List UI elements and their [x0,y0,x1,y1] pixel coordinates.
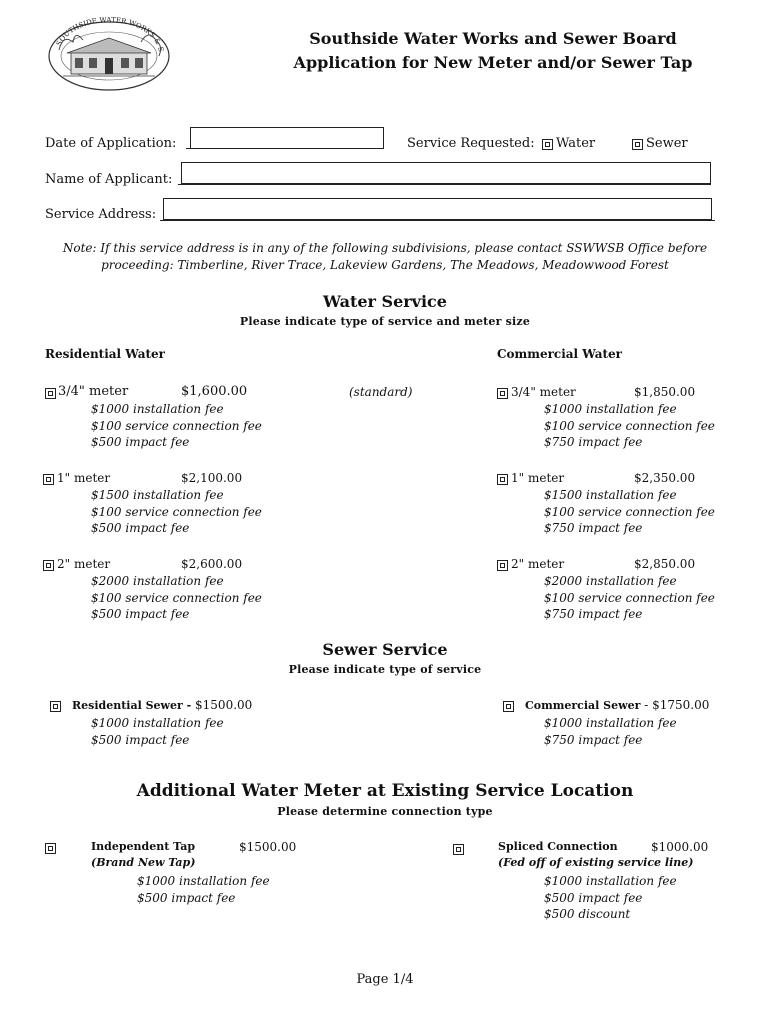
commercial-3-4-price: $1,850.00 [634,385,696,399]
name-field[interactable] [181,162,711,184]
commercial-sewer-row [525,698,709,712]
independent-tap-label: Independent Tap [91,840,196,853]
date-label: Date of Application: [45,136,177,151]
commercial-2-price: $2,850.00 [634,557,696,571]
commercial-water-heading: Commercial Water [497,347,622,361]
spliced-connection-price: $1000.00 [651,840,709,854]
water-service-title: Water Service [323,292,447,311]
spliced-connection-checkbox[interactable] [453,844,464,855]
residential-3-4-size: 3/4" meter [58,384,129,399]
header-line2: Application for New Meter and/or Sewer Tap [293,53,693,72]
commercial-sewer-fees [544,715,677,748]
residential-sewer-price: $1500.00 [195,698,253,712]
commercial-1-price: $2,350.00 [634,471,696,485]
spliced-connection-desc: (Fed off of existing service line) [498,856,694,869]
address-field[interactable] [163,198,712,220]
fee-line: $750 impact fee [544,435,643,449]
fee-line: $1000 installation fee [137,874,270,888]
commercial-1-fees [544,487,715,537]
residential-1-fees [91,487,262,537]
date-field[interactable] [190,127,384,149]
commercial-sewer-checkbox[interactable] [503,701,514,712]
independent-tap-checkbox[interactable] [45,843,56,854]
fee-line: $100 service connection fee [91,504,262,519]
fee-line: $1000 installation fee [544,716,677,730]
spliced-connection-fees [544,873,677,923]
commercial-2-size: 2" meter [511,557,565,571]
independent-tap-fees [137,873,270,906]
page-number: Page 1/4 [356,972,414,987]
residential-2-price: $2,600.00 [181,557,243,571]
standard-label: (standard) [349,385,413,399]
commercial-3-4-checkbox[interactable] [497,388,508,399]
fee-line: $100 service connection fee [544,590,715,605]
note-line2: proceeding: Timberline, River Trace, Lakeview Gardens, The Meadows, Meadowwood Forest [101,258,669,272]
residential-sewer-fees [91,715,224,748]
header-line1: Southside Water Works and Sewer Board [309,29,677,48]
additional-meter-title: Additional Water Meter at Existing Service Location [136,781,634,801]
commercial-sewer-price: - $1750.00 [644,698,710,712]
commercial-sewer-label: Commercial Sewer [525,699,641,712]
spliced-connection-label: Spliced Connection [498,840,618,853]
residential-2-checkbox[interactable] [43,560,54,571]
address-label: Service Address: [45,207,157,222]
logo [45,12,173,92]
residential-3-4-checkbox[interactable] [45,388,56,399]
residential-3-4-fees [91,401,262,451]
fee-line: $1500 installation fee [544,488,677,502]
fee-line: $100 service connection fee [544,418,715,433]
residential-water-heading: Residential Water [45,347,165,361]
commercial-2-fees [544,573,715,623]
sewer-checkbox[interactable] [632,139,643,150]
name-underline [178,184,711,185]
fee-line: $100 service connection fee [91,418,262,433]
date-underline [186,148,384,149]
commercial-2-checkbox[interactable] [497,560,508,571]
independent-tap-price: $1500.00 [239,840,297,854]
residential-sewer-label: Residential Sewer - [72,699,192,712]
fee-line: $750 impact fee [544,607,643,621]
sewer-service-subtitle: Please indicate type of service [288,663,482,676]
fee-line: $1000 installation fee [544,874,677,888]
commercial-3-4-size: 3/4" meter [511,385,576,399]
service-requested-label: Service Requested: [407,136,535,151]
address-underline [160,220,715,221]
name-label: Name of Applicant: [45,172,173,187]
note-line1: Note: If this service address is in any of the following subdivisions, please contact SSWWSB Office before [62,241,708,255]
commercial-3-4-fees [544,401,715,451]
residential-sewer-checkbox[interactable] [50,701,61,712]
water-service-subtitle: Please indicate type of service and meter size [239,315,531,328]
fee-line: $1000 installation fee [544,402,677,416]
fee-line: $750 impact fee [544,732,643,747]
fee-line: $100 service connection fee [91,590,262,605]
residential-1-size: 1" meter [57,471,111,485]
fee-line: $100 service connection fee [544,504,715,519]
additional-meter-subtitle: Please determine connection type [277,805,493,818]
fee-line: $500 impact fee [137,890,236,905]
fee-line: $500 impact fee [91,435,190,449]
residential-1-price: $2,100.00 [181,471,243,485]
fee-line: $1000 installation fee [91,402,224,416]
water-checkbox[interactable] [542,139,553,150]
fee-line: $2000 installation fee [544,574,677,588]
residential-sewer-row [72,698,252,712]
residential-1-checkbox[interactable] [43,474,54,485]
fee-line: $500 discount [544,907,631,921]
fee-line: $500 impact fee [544,890,643,905]
fee-line: $500 impact fee [91,521,190,535]
sewer-service-title: Sewer Service [322,640,448,659]
residential-2-fees [91,573,262,623]
fee-line: $750 impact fee [544,521,643,535]
independent-tap-desc: (Brand New Tap) [91,856,196,869]
logo-seal-icon [45,12,173,92]
commercial-1-size: 1" meter [511,471,565,485]
commercial-1-checkbox[interactable] [497,474,508,485]
water-option-label: Water [556,136,596,151]
fee-line: $500 impact fee [91,607,190,621]
fee-line: $500 impact fee [91,732,190,747]
fee-line: $2000 installation fee [91,574,224,588]
fee-line: $1500 installation fee [91,488,224,502]
sewer-option-label: Sewer [646,136,688,151]
fee-line: $1000 installation fee [91,716,224,730]
residential-3-4-price: $1,600.00 [181,384,248,399]
svg-text:SOUTHSIDE WATER WORKS & SEWER: SOUTHSIDE WATER WORKS & S [54,15,165,53]
residential-2-size: 2" meter [57,557,111,571]
